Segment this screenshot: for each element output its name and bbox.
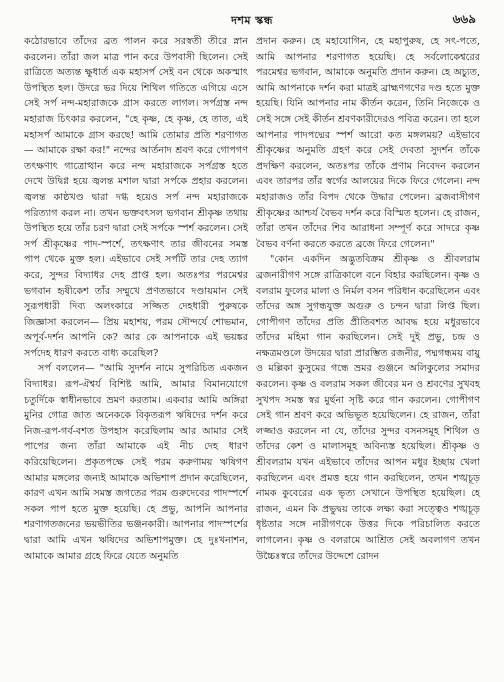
paragraph: প্রদান করুন। হে মহাযোগিন, হে মহাপুরুষ, হে সৎ-পতে, আমি আপনার শরণাগত হয়েছি। হে সর্বলোকেশ্বরের পরমেশ্বর ভগবান, আমাকে অনুমতি প্রদান করুন। হে অচ্যুত, আমি আপনাকে দর্শন করা মাত্রই ব্রাহ্মণগণের দণ্ড হতে মুক্ত হয়েছি। যিনি আপনার নাম কীর্তন করেন, তিনি নিজেকে ও সেই সঙ্গে সেই কীর্তন শ্রবণকারীদেরও পবিত্র করেন। তা হলে আপনার পাদপদ্মের স্পর্শ আরো কত মঙ্গলময়? এইভাবে শ্রীকৃষ্ণের অনুমতি গ্রহণ করে সেই দেবতা সুদর্শন তাঁকে প্রদক্ষিণ করলেন, অতঃপর তাঁকে প্রণাম নিবেদন করলেন এবং তারপর তাঁর স্বর্গের আলয়ের দিকে ফিরে গেলেন। নন্দ মহারাজও তাঁর বিপদ থেকে উদ্ধার পেলেন। ব্রজবাসীগণ শ্রীকৃষ্ণের আশ্চর্য বৈভব দর্শন করে বিস্মিত হলেন। হে রাজন, তাঁরা তখন তাঁদের শিব আরাধনা সম্পূর্ণ করে সাদরে কৃষ্ণ বৈভব বর্ণনা করতে করতে ব্রজে ফিরে গেলেন।"	[256, 36, 480, 250]
paragraph: সর্প বললেন— "আমি সুদর্শন নামে সুপরিচিত একজন বিদ্যাধর। রূপ-ঐশ্বর্য বিশিষ্ট আমি, আমার বিমানযোগে চতুর্দিকে স্বাধীনভাবে ভ্রমণ করতাম। একবার আমি অঙ্গিরা মুনির গোত্র জাত অনেককে বিকৃতরূপ ঋষিদের দর্শন করে নিজ-রূপ-গর্ব-বশত উপহাস করেছিলাম আর আমার সেই পাপের জন্য তাঁরা আমাকে এই নীচ দেহ ধারণ করিয়েছিলেন। প্রকৃতপক্ষে সেই পরম করুণাময় ঋষিগণ আমার মঙ্গলের জন্যই আমাকে অভিশাপ প্রদান করেছিলেন, কারণ এখন আমি সমস্ত জগতের পরম গুরুদেবের পাদস্পর্শে সকল পাপ হতে মুক্ত হয়েছি। হে প্রভু, আপনি আপনার শরণাগতজনের ভয়ভীতির ভঞ্জনকারী। আপনার পাদস্পর্শের দ্বারা আমি এখন ঋষিদের অভিশাপমুক্ত। হে দুঃখনাশন, আমাকে আমার গ্রহে ফিরে যেতে অনুমতি	[24, 363, 248, 562]
right-column	[256, 34, 480, 564]
page-number: ৬৬৯	[452, 12, 476, 26]
paragraph: "কোন একদিন অদ্ভুতবিক্রম শ্রীকৃষ্ণ ও শ্রীবলরাম ব্রজনারীগণ সঙ্গে রাত্রিকালে বনে বিহার করছিলেন। কৃষ্ণ ও বলরাম ফুলের মালা ও নির্মল বসন পরিধান করেছিলেন এবং তাঁদের অঙ্গ সুগন্ধযুক্ত অগুরু ও চন্দন দ্বারা লিপ্ত ছিল। গোপীগণ তাঁদের প্রতি প্রীতিবশত আবদ্ধ হয়ে মধুরভাবে তাঁদের মহিমা গান করছিলেন। সেই দুই প্রভু, চন্দ্র ও নক্ষত্রমণ্ডলে উদয়ের দ্বারা প্রারম্ভিত রজনীর, পদ্মগন্ধময় বায়ু ও মল্লিকা কুসুমের গন্ধে ভ্রমর গুঞ্জনে অলিকুলের সমাদর করলেন। কৃষ্ণ ও বলরাম সকল জীবের মন ও শ্রবণের সুখবহ সুখপদ সমস্ত স্বর মুর্ছনা সৃষ্টি করে গান করলেন। গোপীগণ সেই গান শ্রবণ করে অভিভূত হয়েছিলেন। হে রাজন, তাঁরা লজ্জাও করলেন না যে, তাঁদের সুন্দর বসনসমূহ শিথিল ও তাঁদের কেশ ও মালাসমূহ অবিন্যস্ত হয়েছিল। শ্রীকৃষ্ণ ও শ্রীবলরাম যখন এইভাবে তাঁদের আপন মধুর ইচ্ছায় খেলা করছিলেন এবং প্রমত্ত হয়ে গান করছিলেন, তখন শঙ্খচূড় নামক কুবেরের এক ভৃত্য সেখানে উপস্থিত হয়েছিল। হে রাজন, এমন কি প্রভুদ্বয় তাকে লক্ষ্য করা সত্ত্বেও শঙ্খচূড় ধৃষ্টতার সঙ্গে নারীগণকে উত্তর দিকে পরিচালিত করতে লাগলেন। কৃষ্ণ ও বলরামে আশ্রিত সেই অবলাগণ তখন উচ্চৈঃস্বরে তাঁদের উদ্দেশে রোদন	[256, 254, 480, 562]
running-title: দশম স্কন্ধ	[231, 14, 273, 27]
page-header	[0, 10, 504, 28]
paragraph: কঠোরভাবে তাঁদের ব্রত পালন করে সরস্বতী তীরে স্নান করলেন। তাঁরা জল মাত্র পান করে উপবাসী ছিলেন। সেই রাত্রিতে অত্যন্ত ক্ষুধার্ত এক মহাসর্প সেই বন থেকে অকস্মাৎ উপস্থিত হল। উদরে ভর দিয়ে শিথিল গতিতে এগিয়ে এসে সেই সর্প নন্দ-মহারাজকে গ্রাস করতে লাগল। সর্পগ্রস্ত নন্দ মহারাজ চিৎকার করলেন, "হে কৃষ্ণ, হে কৃষ্ণ, হে তাত, এই মহাসর্প আমাকে গ্রাস করছে! আমি তোমার প্রতি শরণাগত— আমাকে রক্ষা কর!" নন্দের আর্তনাদ শ্রবণ করে গোপগণ তৎক্ষণাৎ গাত্রোত্থান করে নন্দ মহারাজকে সর্পগ্রস্ত হতে দেখে উদ্বিগ্ন হয়ে জ্বলন্ত মশাল দ্বারা সর্পকে প্রহার করলেন। জ্বলন্ত কাষ্ঠখণ্ড দ্বারা দগ্ধ হয়েও সর্প নন্দ মহারাজকে পরিত্যাগ করল না। তখন ভক্তবৎসল ভগবান শ্রীকৃষ্ণ তথায় উপস্থিত হয়ে তাঁর চরণ দ্বারা সেই সর্পকে স্পর্শ করলেন। সেই সর্প শ্রীকৃষ্ণের পাদ-স্পর্শে, তৎক্ষণাৎ তার জীবনের সমস্ত পাপ থেকে মুক্ত হল। এইভাবে সেই সর্পটি তার দেহ ত্যাগ করে, সুন্দর বিদ্যাধর দেহ প্রাপ্ত হল। অতঃপর পরমেশ্বর ভগবান হৃষীকেশ তাঁর সম্মুখে প্রণতভাবে দণ্ডায়মান সেই সুরূপধারী দিব্য অলংকারে সজ্জিত দেহধারী পুরুষকে জিজ্ঞাসা করলেন— প্রিয় মহাশয়, পরম সৌন্দর্যে শোভমান, অপূর্ব-দর্শন আপনি কে? আর কে আপনাকে এই ভয়ঙ্কর সর্পদেহ ধারণ করতে বাধ্য করেছিল?	[24, 36, 248, 359]
left-column	[24, 34, 248, 564]
